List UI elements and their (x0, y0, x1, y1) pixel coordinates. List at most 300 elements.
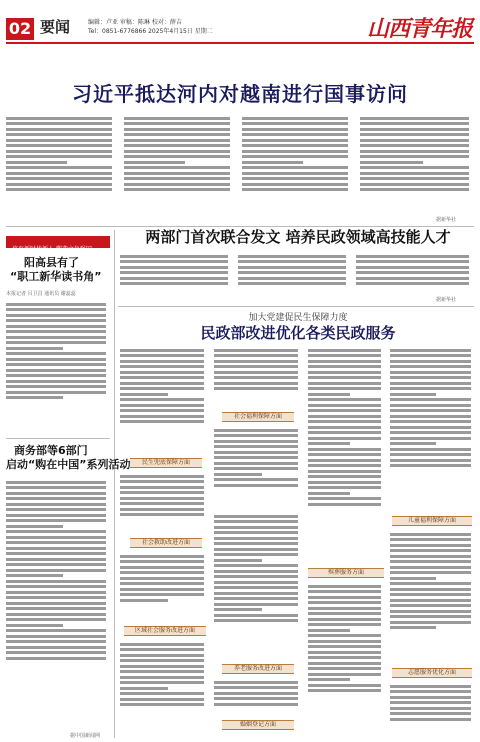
text-line (360, 188, 469, 191)
text-line (238, 271, 346, 274)
text-line (6, 314, 106, 317)
text-line (120, 670, 204, 673)
text-line (214, 542, 298, 545)
text-line (120, 371, 204, 374)
text-line (6, 172, 112, 175)
text-line (242, 183, 348, 186)
text-line (120, 513, 204, 516)
text-line (6, 330, 106, 333)
text-line (390, 599, 471, 602)
text-line (6, 352, 106, 355)
text-line (124, 144, 230, 147)
text-line (6, 508, 106, 511)
text-line (390, 690, 471, 693)
text-line (120, 599, 168, 602)
text-line (124, 117, 230, 120)
header-rule (6, 42, 474, 44)
text-line (214, 440, 298, 443)
text-line (214, 520, 298, 523)
text-line (360, 183, 469, 186)
text-line (308, 475, 381, 478)
text-line (214, 608, 262, 611)
text-line (308, 360, 381, 363)
subhead: 区域社会服务改进方面 (124, 626, 206, 636)
text-line (308, 349, 381, 352)
story-credit: 据新华社 (436, 297, 457, 303)
text-line (124, 188, 230, 191)
text-line (308, 464, 381, 467)
text-line (120, 648, 204, 651)
text-line (390, 404, 471, 407)
text-line (124, 161, 185, 164)
text-line (390, 393, 436, 396)
text-line (238, 266, 346, 269)
text-line (214, 575, 298, 578)
text-line (390, 588, 471, 591)
text-line (124, 155, 230, 158)
text-line (6, 541, 106, 544)
subhead: 殡葬服务方面 (308, 568, 384, 578)
text-line (120, 654, 204, 657)
text-line (390, 571, 471, 574)
text-line (6, 580, 106, 583)
text-line (390, 626, 436, 629)
text-line (242, 161, 303, 164)
text-line (214, 570, 298, 573)
story-body (120, 472, 208, 536)
text-line (390, 615, 471, 618)
divider (118, 306, 474, 307)
text-line (238, 260, 346, 263)
text-line (356, 277, 469, 280)
text-line (360, 172, 469, 175)
text-line (6, 188, 112, 191)
text-line (120, 593, 204, 596)
text-line (120, 681, 204, 684)
text-line (6, 358, 106, 361)
text-line (6, 161, 67, 164)
text-line (390, 437, 471, 440)
text-line (120, 555, 204, 558)
text-line (214, 686, 298, 689)
text-line (6, 618, 106, 621)
text-line (242, 155, 348, 158)
text-line (242, 117, 348, 120)
text-line (6, 629, 106, 632)
text-line (214, 473, 262, 476)
text-line (6, 122, 112, 125)
text-line (308, 689, 381, 692)
text-line (120, 382, 204, 385)
text-line (214, 434, 298, 437)
text-line (390, 566, 471, 569)
subhead: 志愿服务优化方面 (392, 668, 472, 678)
text-line (214, 531, 298, 534)
text-line (6, 640, 106, 643)
text-line (6, 585, 106, 588)
subhead: 养老服务改进方面 (222, 664, 294, 674)
text-line (390, 448, 471, 451)
text-line (6, 624, 63, 627)
text-line (120, 365, 204, 368)
text-line (308, 601, 381, 604)
text-line (356, 255, 469, 258)
text-line (238, 277, 346, 280)
text-line (6, 486, 106, 489)
text-line (124, 177, 230, 180)
text-line (124, 150, 230, 153)
text-line (6, 552, 106, 555)
text-line (360, 128, 469, 131)
text-line (6, 347, 63, 350)
text-line (6, 183, 112, 186)
story-body (308, 346, 384, 566)
text-line (120, 687, 168, 690)
text-line (124, 183, 230, 186)
story-headline: 民政部改进优化各类民政服务 (200, 324, 396, 342)
text-line (308, 684, 381, 687)
text-line (6, 341, 106, 344)
text-line (308, 662, 381, 665)
story-body (356, 252, 474, 304)
story-body (214, 678, 302, 718)
text-line (390, 349, 471, 352)
text-line (214, 581, 298, 584)
text-line (6, 363, 106, 366)
text-line (214, 349, 298, 352)
text-line (390, 459, 471, 462)
text-line (120, 659, 204, 662)
text-line (308, 442, 350, 445)
text-line (6, 492, 106, 495)
story-body (390, 682, 474, 736)
text-line (214, 586, 298, 589)
text-line (214, 564, 298, 567)
text-line (214, 697, 298, 700)
text-line (360, 161, 423, 164)
text-line (390, 610, 471, 613)
text-line (6, 651, 106, 654)
text-line (6, 569, 106, 572)
text-line (308, 503, 381, 506)
story-body (120, 552, 208, 624)
text-line (6, 563, 106, 566)
text-line (214, 445, 298, 448)
text-line (214, 376, 298, 379)
lead-body-col2 (124, 114, 234, 226)
text-line (390, 621, 471, 624)
text-line (120, 491, 204, 494)
text-line (308, 618, 381, 621)
text-line (360, 139, 469, 142)
text-line (390, 382, 471, 385)
text-line (308, 393, 350, 396)
text-line (242, 150, 348, 153)
text-line (6, 497, 106, 500)
text-line (308, 607, 381, 610)
text-line (242, 122, 348, 125)
text-line (308, 387, 381, 390)
text-line (390, 685, 471, 688)
text-line (390, 409, 471, 412)
text-line (242, 166, 348, 169)
text-line (308, 596, 381, 599)
story-body (6, 478, 110, 728)
story-body (390, 346, 474, 514)
text-line (214, 692, 298, 695)
text-line (214, 703, 298, 706)
text-line (120, 698, 204, 701)
text-line (214, 360, 298, 363)
text-line (120, 643, 204, 646)
text-line (308, 365, 381, 368)
text-line (6, 150, 112, 153)
text-line (308, 453, 381, 456)
date-line: Tel：0851-6776866 2025年4月15日 星期二 (88, 28, 213, 35)
text-line (120, 393, 168, 396)
text-line (120, 676, 204, 679)
text-line (6, 536, 106, 539)
text-line (6, 530, 106, 533)
divider (6, 438, 110, 439)
text-line (308, 371, 381, 374)
text-line (390, 549, 471, 552)
story-body (6, 300, 110, 436)
text-line (390, 533, 471, 536)
text-line (120, 571, 204, 574)
text-line (6, 308, 106, 311)
text-line (6, 613, 106, 616)
text-line (390, 398, 471, 401)
text-line (390, 712, 471, 715)
text-line (214, 548, 298, 551)
text-line (6, 635, 106, 638)
text-line (390, 604, 471, 607)
text-line (124, 172, 230, 175)
text-line (214, 559, 262, 562)
story-body (120, 346, 208, 456)
text-line (120, 486, 204, 489)
text-line (242, 128, 348, 131)
section-name: 要闻 (40, 18, 71, 36)
text-line (214, 462, 298, 465)
text-line (308, 497, 381, 500)
text-line (6, 128, 112, 131)
text-line (360, 117, 469, 120)
text-line (6, 374, 106, 377)
text-line (390, 582, 471, 585)
text-line (120, 665, 204, 668)
text-line (214, 382, 298, 385)
text-line (6, 558, 106, 561)
text-line (6, 385, 106, 388)
story-body (214, 346, 302, 410)
text-line (6, 646, 106, 649)
text-line (214, 553, 298, 556)
story-credit: 据中国新闻网 (70, 733, 101, 739)
text-line (6, 139, 112, 142)
text-line (6, 380, 106, 383)
text-line (214, 597, 298, 600)
text-line (308, 437, 381, 440)
text-line (214, 371, 298, 374)
text-line (390, 371, 471, 374)
text-line (120, 260, 228, 263)
editor-line: 编辑：卢亚 审稿：陈琳 校对：薛吉 (88, 19, 182, 26)
subhead: 儿童福利保障方面 (392, 516, 472, 526)
text-line (214, 614, 298, 617)
text-line (390, 426, 471, 429)
text-line (214, 429, 298, 432)
text-line (120, 582, 204, 585)
text-line (390, 718, 471, 721)
text-line (6, 514, 106, 517)
text-line (6, 547, 106, 550)
text-line (120, 480, 204, 483)
text-line (390, 453, 471, 456)
text-line (214, 451, 298, 454)
text-line (308, 645, 381, 648)
text-line (356, 266, 469, 269)
subhead: 社会救助改进方面 (130, 538, 202, 548)
text-line (390, 387, 471, 390)
lead-headline: 习近平抵达河内对越南进行国事访问 (72, 82, 408, 106)
text-line (6, 519, 106, 522)
story-body (120, 640, 208, 736)
text-line (124, 166, 230, 169)
text-line (6, 177, 112, 180)
text-line (6, 369, 106, 372)
text-line (6, 325, 106, 328)
text-line (308, 651, 381, 654)
text-line (120, 508, 204, 511)
text-line (6, 144, 112, 147)
text-line (308, 629, 350, 632)
text-line (308, 415, 381, 418)
newspaper-logo: 山西青年报 (366, 16, 472, 42)
text-line (120, 360, 204, 363)
subhead: 民生兜底保障方面 (130, 458, 202, 468)
text-line (390, 431, 471, 434)
lead-body-col1 (6, 114, 116, 226)
text-line (120, 271, 228, 274)
text-line (214, 603, 298, 606)
text-line (214, 592, 298, 595)
text-line (6, 303, 106, 306)
text-line (214, 478, 298, 481)
lead-body-col4 (360, 114, 474, 226)
story-title: 商务部等6部门 (14, 444, 88, 457)
text-line (120, 266, 228, 269)
text-line (390, 538, 471, 541)
text-line (6, 574, 63, 577)
text-line (390, 415, 471, 418)
text-line (120, 560, 204, 563)
text-line (120, 588, 204, 591)
text-line (308, 481, 381, 484)
text-line (390, 707, 471, 710)
text-line (6, 336, 106, 339)
text-line (6, 602, 106, 605)
text-line (390, 420, 471, 423)
story-body (238, 252, 350, 304)
text-line (308, 585, 381, 588)
text-line (214, 681, 298, 684)
story-body (308, 582, 384, 736)
subhead: 婚姻登记方面 (222, 720, 294, 730)
text-line (238, 282, 346, 285)
text-line (6, 391, 106, 394)
text-line (6, 481, 106, 484)
text-line (390, 696, 471, 699)
text-line (308, 354, 381, 357)
text-line (308, 486, 381, 489)
text-line (6, 503, 106, 506)
text-line (308, 431, 381, 434)
text-line (214, 619, 298, 622)
text-line (390, 560, 471, 563)
text-line (214, 456, 298, 459)
text-line (390, 354, 471, 357)
story-headline: 两部门首次联合发文 培养民政领域高技能人才 (145, 228, 451, 246)
text-line (360, 150, 469, 153)
text-line (308, 420, 381, 423)
text-line (308, 673, 381, 676)
text-line (6, 166, 112, 169)
text-line (360, 144, 469, 147)
text-line (120, 415, 204, 418)
text-line (214, 515, 298, 518)
text-line (6, 596, 106, 599)
text-line (120, 577, 204, 580)
text-line (120, 475, 204, 478)
page-number: 02 (6, 18, 34, 40)
text-line (356, 260, 469, 263)
story-body (390, 530, 474, 666)
text-line (214, 484, 298, 487)
story-body (214, 512, 302, 662)
text-line (6, 525, 63, 528)
text-line (308, 382, 381, 385)
text-line (120, 255, 228, 258)
text-line (6, 319, 106, 322)
text-line (214, 526, 298, 529)
story-body (214, 426, 302, 510)
text-line (360, 166, 469, 169)
text-line (120, 404, 204, 407)
text-line (390, 360, 471, 363)
text-line (390, 577, 436, 580)
text-line (308, 612, 381, 615)
text-line (242, 133, 348, 136)
text-line (308, 459, 381, 462)
text-line (120, 354, 204, 357)
text-line (390, 593, 471, 596)
story-title: 启动“购在中国”系列活动 (6, 458, 131, 471)
text-line (214, 467, 298, 470)
text-line (242, 172, 348, 175)
text-line (120, 497, 204, 500)
story-body (120, 252, 232, 304)
text-line (308, 678, 350, 681)
byline: 本报记者 吕卫昌 通讯员 谢蕊蕊 (6, 291, 76, 297)
text-line (124, 128, 230, 131)
column-tag-label: 培育新时代新人 塑造文化强国 (12, 246, 92, 253)
text-line (6, 657, 106, 660)
text-line (308, 470, 381, 473)
text-line (308, 409, 381, 412)
text-line (120, 502, 204, 505)
